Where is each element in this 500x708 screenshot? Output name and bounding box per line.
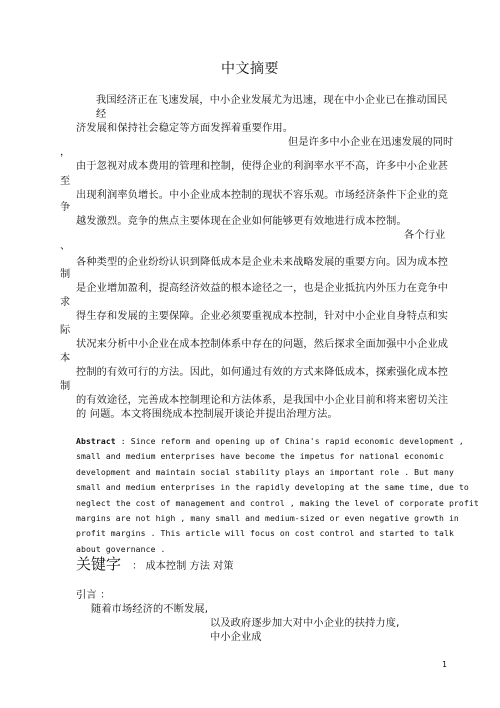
abstract-line: 控制的有效可行的方法。因此，如何通过有效的方式来降低成本，探索强化成本控 xyxy=(76,367,449,378)
abstract-overflow-char: 制 xyxy=(60,381,71,392)
abstract-line: 济发展和保持社会稳定等方面发挥着重要作用。 xyxy=(76,123,294,134)
abstract-line: 越发激烈。竞争的焦点主要体现在企业如何能够更有效地进行成本控制。 xyxy=(76,216,407,227)
abstract-en-line: development and maintain social stability plays an important role . But many xyxy=(76,466,454,477)
abstract-line: 我国经济正在飞速发展，中小企业发展尤为迅速，现在中小企业已在推动国民 xyxy=(96,95,448,106)
abstract-en-text: : Since reform and opening up of China's rapid economic development , xyxy=(115,436,464,446)
abstract-line: 各个行业 xyxy=(404,230,446,241)
abstract-line: 各种类型的企业纷纷认识到降低成本是企业未来战略发展的重要方向。因为成本控 xyxy=(76,257,449,268)
keywords-label: 关键字 xyxy=(76,555,122,573)
abstract-overflow-char: 求 xyxy=(60,297,71,308)
intro-line: 随着市场经济的不断发展, xyxy=(91,604,209,615)
abstract-overflow-char: ， xyxy=(60,147,71,158)
abstract-overflow-char: 至 xyxy=(60,176,71,187)
abstract-en-line: margins are not high , many small and medium-sized or even negative growth in xyxy=(76,513,459,524)
abstract-en-line: about governance . xyxy=(76,543,166,554)
page-number: 1 xyxy=(442,660,448,669)
abstract-overflow-char: 制 xyxy=(60,269,71,280)
abstract-line: 是企业增加盈利，提高经济效益的根本途径之一，也是企业抵抗内外压力在竞争中 xyxy=(76,283,449,294)
abstract-overflow-char: 、 xyxy=(60,241,71,252)
page-title: 中文摘要 xyxy=(221,61,279,77)
abstract-en-line: small and medium enterprises have become the impetus for national economic xyxy=(76,451,444,462)
keywords-value: ： 成本控制 方法 对策 xyxy=(132,561,234,572)
intro-line: 以及政府逐步加大对中小企业的扶持力度, xyxy=(210,618,400,629)
english-abstract xyxy=(76,434,479,557)
abstract-en-line: small and medium enterprises in the rapidly developing at the same time, due to xyxy=(76,482,469,493)
abstract-line: 由于忽视对成本费用的管理和控制，使得企业的利润率水平不高，许多中小企业甚 xyxy=(76,161,449,172)
abstract-line: 得生存和发展的主要保障。企业必须要重视成本控制，针对中小企业自身特点和实 xyxy=(76,311,449,322)
abstract-line: 出现利润率负增长。中小企业成本控制的现状不容乐观。市场经济条件下企业的竞 xyxy=(76,190,449,201)
abstract-line: 的 问题。本文将围绕成本控制展开谈论并提出治理方法。 xyxy=(76,409,338,420)
intro-line: 中小企业成 xyxy=(210,632,262,643)
abstract-en-line: neglect the cost of management and control , making the level of corporate profit xyxy=(76,497,479,508)
abstract-overflow-char: 本 xyxy=(60,353,71,364)
abstract-line: 但是许多中小企业在迅速发展的同时 xyxy=(288,137,454,148)
abstract-en-line: profit margins . This article will focus on cost control and started to talk xyxy=(76,528,454,539)
abstract-label: Abstract xyxy=(76,436,116,446)
abstract-overflow-char: 争 xyxy=(60,202,71,213)
abstract-line: 经 xyxy=(96,109,107,120)
abstract-en-line xyxy=(76,434,468,449)
intro-label: 引言 ： xyxy=(76,590,111,601)
keywords xyxy=(76,553,234,574)
abstract-overflow-char: 际 xyxy=(60,325,71,336)
abstract-line: 状况来分析中小企业在成本控制体系中存在的问题，然后探求全面加强中小企业成 xyxy=(76,339,449,350)
abstract-line: 的有效途径，完善成本控制理论和方法体系，是我国中小企业目前和将来密切关注 xyxy=(76,395,449,406)
